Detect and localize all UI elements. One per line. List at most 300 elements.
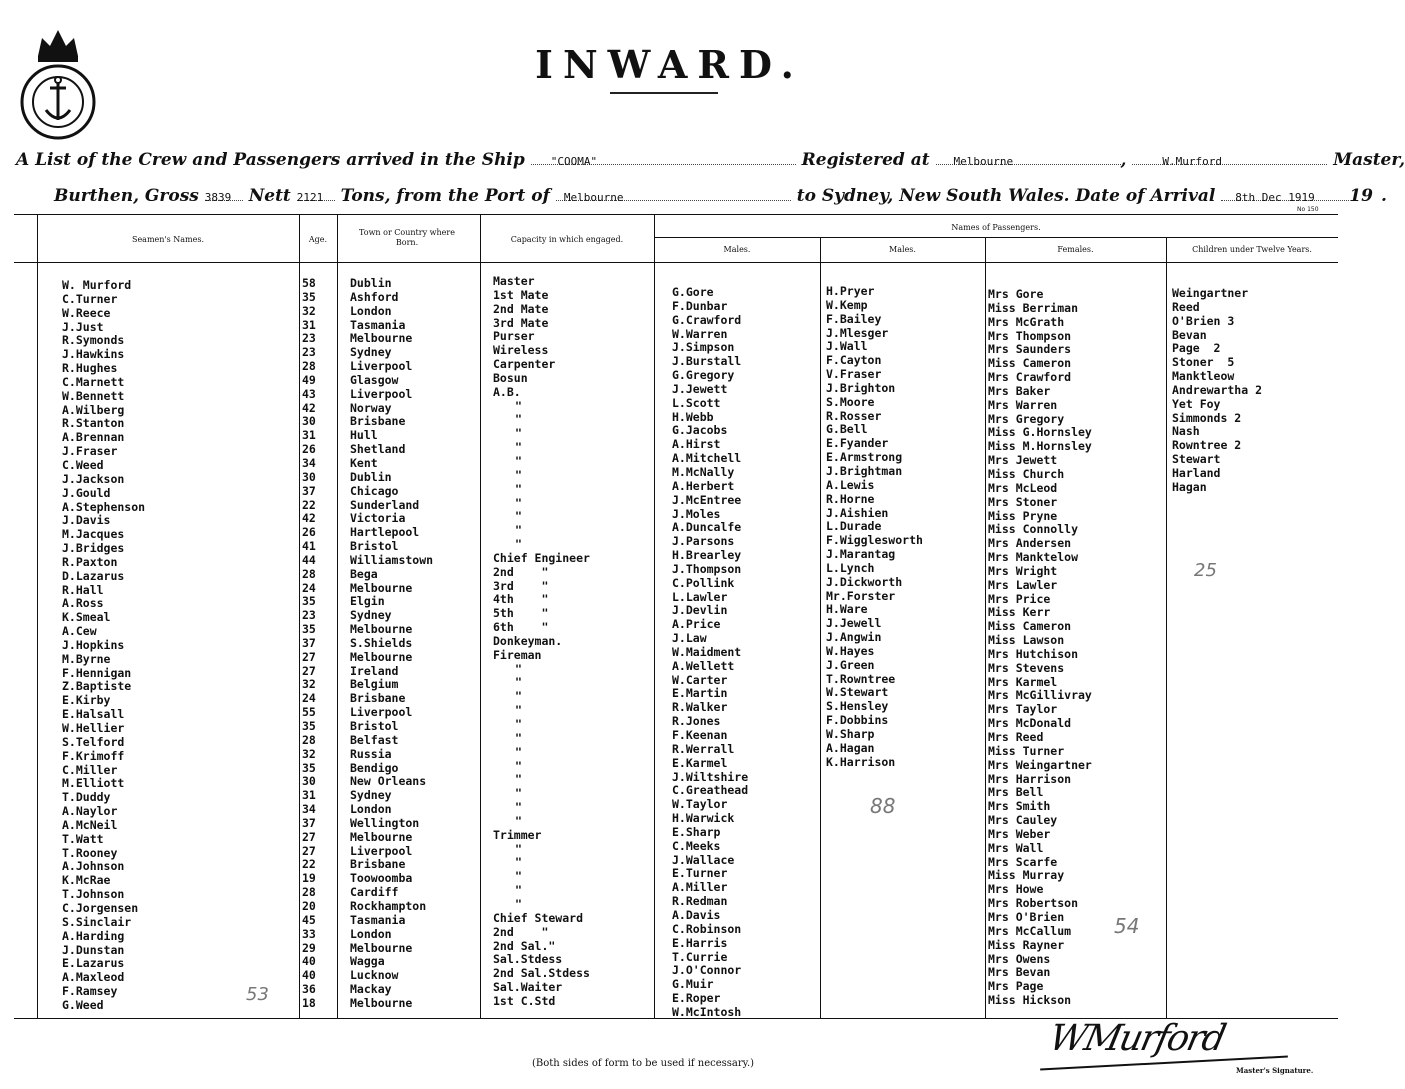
crew-birthplace: Ireland	[350, 663, 399, 678]
male-passenger: J.Parsons	[672, 534, 735, 549]
crew-name: S.Telford	[62, 734, 125, 749]
form-footnote: (Both sides of form to be used if necessary.)	[532, 1058, 755, 1069]
crew-capacity: "	[515, 675, 522, 690]
female-passenger: Miss Church	[988, 466, 1065, 481]
crew-birthplace: Cardiff	[350, 885, 399, 900]
crew-birthplace: Glasgow	[350, 372, 399, 387]
crew-age: 58	[302, 276, 316, 290]
male-passenger: A.Hirst	[672, 437, 721, 452]
passenger-subheader-rule	[654, 237, 1338, 238]
crew-capacity: 3rd "	[493, 578, 549, 593]
crew-name: F.Hennigan	[62, 665, 132, 680]
crew-birthplace: Melbourne	[350, 580, 413, 595]
male-passenger: V.Fraser	[826, 367, 882, 382]
child-passenger: Stoner 5	[1172, 355, 1235, 370]
crew-birthplace: Mackay	[350, 982, 392, 997]
crew-name: A.McNeil	[62, 817, 118, 832]
male-passenger: J.Mlesger	[826, 325, 889, 340]
crew-age: 40	[302, 968, 316, 983]
crew-name: M.Byrne	[62, 651, 111, 666]
crew-birthplace: Wagga	[350, 954, 385, 969]
passenger-males-column-1	[672, 286, 748, 1020]
crew-capacity: "	[515, 481, 522, 496]
crew-birthplace: Tasmania	[350, 317, 406, 332]
crew-birthplace: Melbourne	[350, 649, 413, 664]
crew-birthplace: Melbourne	[350, 331, 413, 346]
crew-capacity: "	[515, 412, 522, 427]
crew-age: 45	[302, 912, 316, 927]
male-passenger: S.Hensley	[826, 699, 889, 714]
crew-birthplace: S.Shields	[350, 635, 413, 650]
male-passenger: C.Robinson	[672, 921, 742, 936]
crew-birthplace: Dublin	[350, 469, 392, 484]
male-passenger: A.Hagan	[826, 740, 875, 755]
crew-name: A.Ross	[62, 596, 104, 611]
female-passenger: Mrs Andersen	[988, 536, 1072, 551]
crew-birthplace: Lucknow	[350, 968, 399, 983]
crew-birthplace: Sydney	[350, 345, 392, 360]
passenger-children-column	[1172, 287, 1262, 495]
crew-birthplace: Toowoomba	[350, 871, 413, 886]
male-passenger: W.Carter	[672, 672, 728, 687]
male-passenger: E.Sharp	[672, 824, 721, 839]
male-passenger: J.McEntree	[672, 492, 742, 507]
female-passenger: Mrs Weber	[988, 826, 1051, 841]
crew-age: 31	[302, 317, 316, 332]
crew-age: 32	[302, 746, 316, 761]
crew-capacity: 3rd Mate	[493, 315, 549, 330]
crew-age: 19	[302, 871, 316, 886]
crew-capacity: Wireless	[493, 343, 549, 358]
male-passenger: H.Webb	[672, 409, 714, 424]
crew-age: 35	[302, 594, 316, 609]
crew-name: T.Duddy	[62, 790, 111, 805]
crew-age: 30	[302, 414, 316, 429]
crew-capacity: "	[515, 717, 522, 731]
crew-name: K.McRae	[62, 873, 111, 888]
crew-age: 36	[302, 982, 316, 997]
crew-birthplace: Sydney	[350, 608, 392, 623]
female-passenger: Miss Cameron	[988, 619, 1072, 634]
crew-capacity: 2nd Mate	[493, 301, 549, 316]
female-passenger: Miss G.Hornsley	[988, 425, 1092, 440]
crew-age: 24	[302, 580, 316, 595]
female-passenger: Mrs Wright	[988, 563, 1058, 578]
crew-name: J.Davis	[62, 513, 111, 528]
crew-birthplace: Chicago	[350, 483, 399, 498]
male-passenger: F.Dobbins	[826, 713, 889, 728]
crew-count-annotation: 53	[246, 984, 269, 1005]
child-passenger: Andrewartha 2	[1172, 382, 1263, 397]
arrival-date-field	[1221, 186, 1349, 204]
port-from: Melbourne	[563, 191, 624, 204]
crew-capacity: "	[515, 703, 522, 718]
nett-tons: 2121	[296, 191, 324, 204]
male-passenger: J.Devlin	[672, 603, 728, 618]
col-divider-passengers	[654, 214, 655, 1018]
crew-age: 20	[302, 898, 316, 913]
male-passenger: H.Warwick	[672, 811, 735, 826]
crew-age: 27	[302, 663, 316, 678]
female-passenger: Mrs Smith	[988, 799, 1051, 814]
male-passenger: G.Gregory	[672, 368, 735, 383]
nett-label: Nett	[248, 186, 291, 206]
crew-age: 28	[302, 566, 316, 581]
male-passenger: F.Bailey	[826, 311, 882, 326]
crew-age: 32	[302, 677, 316, 692]
crew-name: R.Hall	[62, 582, 104, 597]
female-passenger: Miss Turner	[988, 743, 1065, 758]
crew-birthplace: Bega	[350, 566, 378, 581]
male-passenger: L.Durade	[826, 519, 882, 534]
crew-birthplace: Sunderland	[350, 497, 420, 512]
crew-capacity: Sal.Stdess	[493, 952, 563, 967]
crew-birthplace: Kent	[350, 455, 378, 470]
female-passenger: Mrs Lawler	[988, 577, 1058, 592]
child-passenger: Reed	[1172, 299, 1200, 314]
crew-ages-column	[302, 277, 316, 1011]
crew-capacity: "	[515, 772, 522, 787]
crew-capacity: "	[515, 537, 522, 552]
crew-name: J.Jackson	[62, 471, 125, 486]
male-passenger: K.Harrison	[826, 754, 896, 769]
female-passenger: Mrs Gregory	[988, 411, 1065, 426]
female-passenger: Mrs Robertson	[988, 896, 1079, 911]
crew-name: J.Just	[62, 319, 104, 334]
child-passenger: Simmonds 2	[1172, 410, 1242, 425]
crew-name: W. Murford	[62, 278, 132, 292]
female-passenger: Mrs Price	[988, 591, 1051, 606]
male-passenger: G.Crawford	[672, 312, 742, 327]
female-passenger: Mrs Crawford	[988, 370, 1072, 385]
crew-age: 30	[302, 774, 316, 789]
year-end: .	[1380, 186, 1387, 206]
female-passenger: Mrs Bell	[988, 785, 1044, 800]
header-town: Town or Country where Born.	[359, 228, 455, 247]
male-passenger: R.Rosser	[826, 408, 882, 423]
male-passenger: J.Simpson	[672, 340, 735, 355]
crew-age: 29	[302, 940, 316, 955]
crew-age: 27	[302, 843, 316, 858]
child-passenger: Rowntree 2	[1172, 438, 1242, 453]
crew-birthplace: Liverpool	[350, 705, 413, 720]
male-passenger: R.Redman	[672, 894, 728, 909]
crew-capacity: "	[515, 495, 522, 510]
crew-birthplace-column	[350, 277, 433, 1011]
crew-age: 23	[302, 345, 316, 360]
female-passenger: Mrs McDonald	[988, 716, 1072, 731]
child-passenger: Harland	[1172, 465, 1221, 480]
header-line-1: A List of the Crew and Passengers arrived in the Ship "COOMA" Registered at Melbourne , W.Murford Master,	[16, 150, 1405, 170]
master-signature: WMurford	[1045, 1018, 1228, 1059]
crew-capacity-column	[493, 275, 653, 1009]
male-passenger: W.Maidment	[672, 644, 742, 659]
male-passenger: A.Herbert	[672, 478, 735, 493]
crew-capacity: Chief Engineer	[493, 550, 590, 565]
crew-age: 18	[302, 995, 316, 1010]
crew-name: A.Brennan	[62, 430, 125, 445]
female-passenger: Mrs Stoner	[988, 494, 1058, 509]
male-passenger: F.Wigglesworth	[826, 533, 923, 548]
male-passenger: J.O'Connor	[672, 963, 742, 978]
male-passenger: E.Fyander	[826, 436, 889, 451]
crew-capacity: Bosun	[493, 370, 528, 385]
male-passenger: C.Greathead	[672, 783, 749, 798]
header-males-1: Males.	[723, 245, 751, 254]
crew-age: 33	[302, 926, 316, 941]
crew-name: C.Turner	[62, 291, 118, 306]
crew-birthplace: Victoria	[350, 511, 406, 526]
crew-name: F.Ramsey	[62, 984, 118, 999]
male-passenger: J.Law	[672, 631, 707, 646]
male-passenger: A.Wellett	[672, 658, 735, 673]
crew-name: W.Reece	[62, 305, 111, 320]
col-divider-town	[337, 214, 338, 1018]
crew-age: 26	[302, 442, 316, 457]
crew-capacity: "	[515, 426, 522, 441]
crew-birthplace: Elgin	[350, 594, 385, 609]
female-passenger: Mrs McLeod	[988, 480, 1058, 495]
crew-capacity: Sal.Waiter	[493, 980, 563, 995]
male-passenger: H.Pryer	[826, 284, 875, 298]
male-passenger: L.Lawler	[672, 589, 728, 604]
crew-age: 35	[302, 622, 316, 637]
crew-capacity: "	[515, 744, 522, 759]
male-passenger: A.Miller	[672, 880, 728, 895]
crew-name: E.Halsall	[62, 707, 125, 722]
crew-name: A.Harding	[62, 928, 125, 943]
header-passengers: Names of Passengers.	[951, 223, 1041, 232]
male-passenger: A.Mitchell	[672, 451, 742, 466]
crew-name: T.Watt	[62, 831, 104, 846]
registered-port: Melbourne	[953, 155, 1014, 168]
male-passenger: W.Stewart	[826, 685, 889, 700]
male-passenger: E.Armstrong	[826, 450, 903, 465]
crew-capacity: "	[515, 883, 522, 898]
child-passenger: Bevan	[1172, 327, 1207, 342]
crew-age: 35	[302, 719, 316, 733]
female-passenger: Mrs O'Brien	[988, 909, 1065, 924]
crew-name: A.Johnson	[62, 859, 125, 874]
crew-birthplace: Rockhampton	[350, 898, 427, 913]
male-passenger: A.Price	[672, 617, 721, 632]
crew-age: 37	[302, 483, 316, 498]
passenger-females-column	[988, 288, 1092, 1008]
crew-birthplace: Brisbane	[350, 691, 406, 706]
female-passenger: Mrs McGillivray	[988, 688, 1092, 703]
crew-birthplace: Belgium	[350, 677, 399, 692]
crew-name: J.Hopkins	[62, 637, 125, 652]
crew-name: R.Hughes	[62, 361, 118, 376]
crew-name: J.Dunstan	[62, 942, 125, 957]
crew-name: E.Lazarus	[62, 956, 125, 971]
crew-birthplace: Bristol	[350, 539, 399, 554]
male-passenger: W.McIntosh	[672, 1004, 742, 1019]
crew-age: 37	[302, 635, 316, 650]
crew-capacity: Donkeyman.	[493, 633, 563, 648]
male-passenger: G.Bell	[826, 422, 868, 437]
child-passenger: Stewart	[1172, 452, 1221, 467]
child-passenger: Hagan	[1172, 479, 1207, 494]
male-passenger: J.Green	[826, 657, 875, 672]
crew-age: 23	[302, 331, 316, 346]
male-passenger: J.Jewett	[672, 381, 728, 396]
male-passenger: J.Jewell	[826, 616, 882, 631]
female-passenger: Mrs Warren	[988, 397, 1058, 412]
header-capacity: Capacity in which engaged.	[510, 235, 624, 244]
male-passenger: R.Walker	[672, 700, 728, 715]
female-passenger: Mrs Karmel	[988, 674, 1058, 689]
gross-field	[204, 186, 243, 204]
crew-age: 37	[302, 815, 316, 830]
crew-name: A.Wilberg	[62, 402, 125, 417]
crew-name: R.Paxton	[62, 554, 118, 569]
male-passenger: E.Roper	[672, 991, 721, 1006]
male-passenger: W.Warren	[672, 326, 728, 341]
crew-age: 35	[302, 760, 316, 775]
male-passenger: G.Gore	[672, 285, 714, 299]
crew-birthplace: Tasmania	[350, 912, 406, 927]
crew-birthplace: Brisbane	[350, 414, 406, 429]
crew-name: C.Jorgensen	[62, 900, 139, 915]
male-passenger: T.Currie	[672, 949, 728, 964]
crew-name: J.Hawkins	[62, 347, 125, 362]
female-passenger: Miss Kerr	[988, 605, 1051, 620]
female-passenger: Mrs Gore	[988, 287, 1044, 301]
crew-capacity: Trimmer	[493, 827, 542, 842]
crew-birthplace: Bristol	[350, 719, 399, 733]
male-passenger: G.Muir	[672, 977, 714, 992]
crew-name: E.Kirby	[62, 693, 111, 708]
female-passenger: Mrs Thompson	[988, 328, 1072, 343]
crew-age: 44	[302, 552, 316, 567]
male-passenger: W.Taylor	[672, 797, 728, 812]
crew-capacity: "	[515, 509, 522, 524]
crew-capacity: 2nd Sal.Stdess	[493, 966, 590, 981]
female-passenger: Mrs Bevan	[988, 965, 1051, 980]
crew-birthplace: Hartlepool	[350, 525, 420, 540]
col-divider-left	[37, 214, 38, 1018]
male-passenger: H.Brearley	[672, 548, 742, 563]
crew-name: D.Lazarus	[62, 568, 125, 583]
female-passenger: Mrs McGrath	[988, 314, 1065, 329]
header-children: Children under Twelve Years.	[1192, 245, 1312, 254]
crew-capacity: "	[515, 689, 522, 704]
col-divider-females	[985, 237, 986, 1018]
male-passenger: L.Scott	[672, 395, 721, 410]
male-passenger: J.Wall	[826, 339, 868, 354]
females-count-annotation: 54	[1114, 914, 1140, 938]
crew-name: M.Jacques	[62, 527, 125, 542]
ship-name: "COOMA"	[550, 155, 598, 168]
crew-age: 49	[302, 372, 316, 387]
master-label: Master,	[1333, 150, 1405, 170]
col-divider-age	[299, 214, 300, 1018]
female-passenger: Mrs Howe	[988, 882, 1044, 897]
crew-capacity: 1st C.Std	[493, 993, 556, 1008]
crew-birthplace: New Orleans	[350, 774, 427, 789]
female-passenger: Mrs Manktelow	[988, 550, 1079, 565]
crew-birthplace: Norway	[350, 400, 392, 415]
male-passenger: F.Cayton	[826, 353, 882, 368]
female-passenger: Mrs Stevens	[988, 660, 1065, 675]
crew-name: A.Cew	[62, 624, 97, 639]
child-passenger: Weingartner	[1172, 286, 1249, 300]
nett-field	[296, 186, 335, 204]
crew-birthplace: Hull	[350, 428, 378, 443]
female-passenger: Mrs Harrison	[988, 771, 1072, 786]
males-count-annotation: 88	[870, 794, 896, 818]
male-passenger: A.Lewis	[826, 477, 875, 492]
crew-name: R.Stanton	[62, 416, 125, 431]
crew-capacity: "	[515, 440, 522, 455]
crew-age: 40	[302, 954, 316, 969]
crew-capacity: 2nd "	[493, 564, 549, 579]
crew-capacity: 5th "	[493, 606, 549, 621]
female-passenger: Mrs Reed	[988, 730, 1044, 744]
crew-name: J.Gould	[62, 485, 111, 500]
port-field	[556, 186, 791, 204]
crew-capacity: A.B.	[493, 384, 521, 399]
gross-tons: 3839	[204, 191, 232, 204]
crew-name: T.Rooney	[62, 845, 118, 860]
crew-capacity: "	[515, 661, 522, 676]
crew-capacity: "	[515, 869, 522, 884]
crew-age: 35	[302, 289, 316, 304]
female-passenger: Miss Cameron	[988, 356, 1072, 371]
crew-capacity: "	[515, 786, 522, 801]
header-seamen: Seamen's Names.	[131, 235, 205, 244]
male-passenger: E.Karmel	[672, 755, 728, 770]
male-passenger: R.Jones	[672, 714, 721, 729]
crew-birthplace: Brisbane	[350, 857, 406, 872]
crew-age: 43	[302, 386, 316, 401]
burthen-label: Burthen, Gross	[54, 186, 199, 206]
crew-age: 28	[302, 359, 316, 374]
children-count-annotation: 25	[1194, 560, 1217, 581]
child-passenger: Manktleow	[1172, 369, 1235, 384]
male-passenger: A.Duncalfe	[672, 520, 742, 535]
crew-birthplace: Sydney	[350, 788, 392, 803]
list-prefix: A List of the Crew and Passengers arrived in the Ship	[16, 150, 525, 170]
crew-age: 55	[302, 705, 316, 720]
crew-capacity: "	[515, 453, 522, 468]
crew-capacity: 6th "	[493, 620, 549, 635]
crew-capacity: 2nd Sal."	[493, 938, 556, 953]
crew-name: A.Naylor	[62, 804, 118, 819]
crew-age: 27	[302, 829, 316, 844]
registered-field	[936, 150, 1121, 168]
crew-age: 28	[302, 885, 316, 900]
crew-capacity: Master	[493, 274, 535, 288]
crew-birthplace: Melbourne	[350, 622, 413, 637]
male-passenger: F.Keenan	[672, 728, 728, 742]
female-passenger: Miss Berriman	[988, 300, 1079, 315]
crew-age: 27	[302, 649, 316, 664]
crew-age: 34	[302, 802, 316, 817]
crew-birthplace: Bendigo	[350, 760, 399, 775]
tons-label: Tons, from the Port of	[340, 186, 550, 206]
header-age: Age.	[308, 235, 328, 244]
crew-name: F.Krimoff	[62, 748, 125, 763]
male-passenger: W.Kemp	[826, 297, 868, 312]
col-divider-males2	[820, 237, 821, 1018]
to-label: to Sydney, New South Wales.	[796, 186, 1070, 206]
crew-name: G.Weed	[62, 997, 104, 1012]
crew-name: K.Smeal	[62, 610, 111, 625]
male-passenger: J.Brighton	[826, 380, 896, 395]
crew-capacity: 1st Mate	[493, 287, 549, 302]
